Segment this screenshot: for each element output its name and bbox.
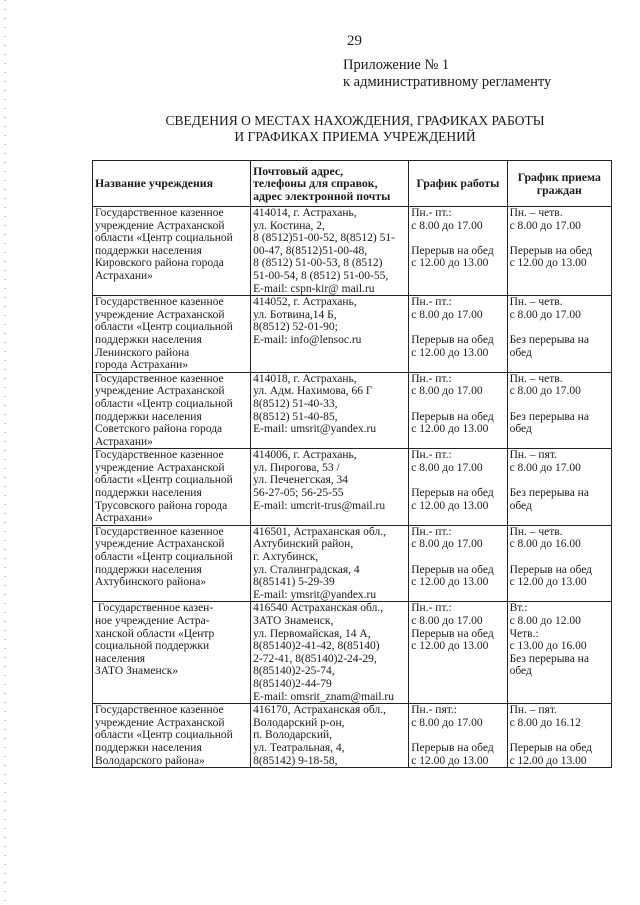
institution-name-line: Государственное казен- <box>95 602 214 615</box>
appendix-note <box>343 57 551 91</box>
institution-name-line: Астрахани» <box>95 512 153 525</box>
address-line: E-mail: umcrit-trus@mail.ru <box>253 499 386 512</box>
cell-address <box>251 704 409 768</box>
cell-reception-schedule <box>507 525 611 602</box>
reception-schedule-line: Четв.: <box>509 627 539 640</box>
address-line: ул. Театральная, 4, <box>253 741 345 754</box>
cell-institution-name <box>93 602 251 704</box>
line-spacer <box>510 729 609 742</box>
cell-institution-name <box>93 704 251 768</box>
reception-schedule-line: с 8.00 до 12.00 <box>509 615 581 627</box>
reception-schedule-line: Без перерыва на <box>509 333 589 346</box>
address-line: 414006, г. Астрахань, <box>253 449 357 462</box>
institution-name-line: учреждение Астраханской <box>95 308 225 321</box>
reception-schedule-line: Пн. – четв. <box>509 372 563 385</box>
line-spacer <box>510 232 609 245</box>
reception-schedule-line: обед <box>509 499 532 512</box>
work-schedule-line: Перерыв на обед <box>411 627 494 640</box>
institution-name-line: Государственное казенное <box>95 207 224 219</box>
address-line: 8(85140)2-41-42, 8(85140) <box>253 640 380 653</box>
address-line: п. Володарский, <box>253 729 333 742</box>
appendix-line-2: к административному регламенту <box>343 74 552 90</box>
work-schedule-line: с 12.00 до 13.00 <box>411 257 489 270</box>
work-schedule-line: Перерыв на обед <box>411 487 494 500</box>
reception-schedule-line: с 8.00 до 17.00 <box>509 219 581 232</box>
cell-work-schedule <box>409 449 507 526</box>
cell-address <box>251 296 409 373</box>
address-line: ЗАТО Знаменск, <box>253 615 334 627</box>
address-line: ул. Костина, 2, <box>253 219 325 232</box>
line-spacer <box>411 321 504 334</box>
header-address-line: Почтовый адрес, <box>253 163 344 178</box>
institution-name-line: Государственное казенное <box>95 704 224 717</box>
reception-schedule-line: Пн. – пят. <box>509 449 557 462</box>
cell-work-schedule <box>409 704 507 768</box>
address-line: 416170, Астраханская обл., <box>253 704 386 717</box>
cell-reception-schedule <box>507 372 611 449</box>
header-reception-line: График приема <box>517 169 601 184</box>
institution-name-line: Государственное казенное <box>95 296 224 309</box>
table-row <box>93 296 612 373</box>
table-row <box>93 525 612 602</box>
table-row <box>93 372 612 449</box>
table-row <box>93 704 612 768</box>
reception-schedule-line: Пн. – пят. <box>509 704 557 717</box>
institution-name-line: учреждение Астраханской <box>95 219 225 232</box>
address-line: г. Ахтубинск, <box>253 551 319 564</box>
institution-name-line: области «Центр социальной <box>95 397 233 410</box>
address-line: 8(85142) 9-18-58, <box>253 754 338 767</box>
reception-schedule-line: с 8.00 до 17.00 <box>509 308 581 321</box>
institution-name-line: области «Центр социальной <box>95 474 233 487</box>
address-line: 8 (8512)51-00-52, 8(8512) 51- <box>253 232 395 245</box>
cell-institution-name <box>93 296 251 373</box>
table-row <box>93 207 612 296</box>
work-schedule-line: Перерыв на обед <box>411 410 494 423</box>
address-line: ул. Печенегская, 34 <box>253 474 349 487</box>
cell-work-schedule <box>409 296 507 373</box>
table-header-row <box>93 161 612 207</box>
reception-schedule-line: Без перерыва на <box>509 410 589 423</box>
reception-schedule-line: Пн. – четв. <box>509 525 563 538</box>
address-line: 8(85140)2-25-74, <box>253 665 335 678</box>
address-line: 8 (8512) 51-00-53, 8 (8512) <box>253 257 383 270</box>
cell-address <box>251 449 409 526</box>
cell-address <box>251 207 409 296</box>
line-spacer <box>411 232 504 245</box>
work-schedule-line: с 8.00 до 17.00 <box>411 461 483 474</box>
institution-name-line: Государственное казенное <box>95 449 224 462</box>
work-schedule-line: Пн.- пт.: <box>411 296 452 309</box>
address-line: ул. Сталинградская, 4 <box>253 563 360 576</box>
cell-work-schedule <box>409 602 507 704</box>
address-line: E-mail: umsrit@yandex.ru <box>253 423 377 436</box>
institution-name-line: поддержки населения <box>95 244 202 257</box>
institution-name-line: Государственное казенное <box>95 372 224 385</box>
reception-schedule-line: обед <box>509 346 532 359</box>
cell-address <box>251 602 409 704</box>
cell-institution-name <box>93 207 251 296</box>
cell-reception-schedule <box>507 602 611 704</box>
line-spacer <box>510 398 609 411</box>
institution-name-line: Советского района города <box>95 423 223 436</box>
institutions-table <box>92 160 612 768</box>
institution-name-line: области «Центр социальной <box>95 321 233 334</box>
line-spacer <box>411 398 504 411</box>
work-schedule-line: с 8.00 до 17.00 <box>411 538 483 551</box>
address-line: 8(8512) 51-40-33, <box>253 397 338 410</box>
address-line: 8(8512) 52-01-90; <box>253 321 338 334</box>
reception-schedule-line: с 8.00 до 17.00 <box>509 385 581 398</box>
address-line: E-mail: ymsrit@yandex.ru <box>253 588 377 601</box>
address-line: 414018, г. Астрахань, <box>253 372 357 385</box>
work-schedule-line: с 12.00 до 13.00 <box>411 640 489 653</box>
line-spacer <box>411 551 504 564</box>
work-schedule-line: Пн.- пт.: <box>411 525 452 538</box>
work-schedule-line: Перерыв на обед <box>411 741 494 754</box>
institution-name-line: ное учреждение Астра- <box>95 615 210 627</box>
address-line: E-mail: info@lensoc.ru <box>253 333 362 346</box>
work-schedule-line: с 12.00 до 13.00 <box>411 346 489 359</box>
address-line: ул. Пирогова, 53 / <box>253 461 340 474</box>
address-line: 414052, г. Астрахань, <box>253 296 357 309</box>
institution-name-line: учреждение Астраханской <box>95 385 225 398</box>
address-line: 414014, г. Астрахань, <box>253 207 357 219</box>
work-schedule-line: с 8.00 до 17.00 <box>411 219 483 232</box>
address-line: 51-00-54, 8 (8512) 51-00-55, <box>253 269 389 282</box>
address-line: ул. Адм. Нахимова, 66 Г <box>253 385 373 398</box>
institution-name-line: Кировского района города <box>95 257 224 270</box>
institution-name-line: ЗАТО Знаменск» <box>95 665 179 678</box>
address-line: 2-72-41, 8(85140)2-24-29, <box>253 652 377 665</box>
work-schedule-line: с 8.00 до 17.00 <box>411 716 483 729</box>
institution-name-line: поддержки населения <box>95 333 202 346</box>
institution-name-line: поддержки населения <box>95 563 202 576</box>
reception-schedule-line: Без перерыва на <box>509 487 589 500</box>
work-schedule-line: с 12.00 до 13.00 <box>411 423 489 436</box>
work-schedule-line: с 8.00 до 17.00 <box>411 385 483 398</box>
institution-name-line: Ахтубинского района» <box>95 576 207 589</box>
address-line: 8(85140)2-44-79 <box>253 677 332 690</box>
line-spacer <box>510 551 609 564</box>
institution-name-line: Астрахани» <box>95 269 153 282</box>
header-address <box>251 161 409 207</box>
institution-name-line: Астрахани» <box>95 435 153 448</box>
address-line: 56-27-05; 56-25-55 <box>253 487 344 500</box>
reception-schedule-line: Пн. – четв. <box>509 296 563 309</box>
institution-name-line: поддержки населения <box>95 410 202 423</box>
cell-work-schedule <box>409 207 507 296</box>
reception-schedule-line: с 8.00 до 17.00 <box>509 461 581 474</box>
header-reception-schedule <box>507 161 611 207</box>
institution-name-line: области «Центр социальной <box>95 729 233 742</box>
cell-address <box>251 372 409 449</box>
cell-institution-name <box>93 449 251 526</box>
header-address-line: телефоны для справок, <box>253 176 378 191</box>
work-schedule-line: Пн.- пт.: <box>411 372 452 385</box>
header-reception-line: граждан <box>536 182 582 197</box>
cell-institution-name <box>93 372 251 449</box>
reception-schedule-line: с 8.00 до 16.00 <box>509 538 581 551</box>
institution-name-line: населения <box>95 652 146 665</box>
institution-name-line: Государственное казенное <box>95 525 224 538</box>
address-line: 00-47, 8(8512)51-00-48, <box>253 244 368 257</box>
cell-reception-schedule <box>507 449 611 526</box>
work-schedule-line: с 12.00 до 13.00 <box>411 754 489 767</box>
table-row <box>93 449 612 526</box>
address-line: 8(8512) 51-40-85, <box>253 410 338 423</box>
institution-name-line: поддержки населения <box>95 487 202 500</box>
cell-work-schedule <box>409 372 507 449</box>
reception-schedule-line: Перерыв на обед <box>509 741 592 754</box>
appendix-line-1: Приложение № 1 <box>343 57 450 73</box>
page-number: 29 <box>347 33 362 49</box>
address-line: E-mail: omsrit_znam@mail.ru <box>253 690 395 703</box>
reception-schedule-line: обед <box>509 665 532 678</box>
header-work-schedule: График работы <box>409 161 507 207</box>
work-schedule-line: Перерыв на обед <box>411 563 494 576</box>
reception-schedule-line: обед <box>509 423 532 436</box>
institution-name-line: Володарского района» <box>95 754 205 767</box>
institution-name-line: учреждение Астраханской <box>95 538 225 551</box>
institution-name-line: области «Центр социальной <box>95 232 233 245</box>
reception-schedule-line: Без перерыва на <box>509 652 589 665</box>
institution-name-line: Трусовского района города <box>95 499 228 512</box>
title-line-1: СВЕДЕНИЯ О МЕСТАХ НАХОЖДЕНИЯ, ГРАФИКАХ РАБОТЫ <box>165 113 545 128</box>
reception-schedule-line: Перерыв на обед <box>509 563 592 576</box>
reception-schedule-line: с 13.00 до 16.00 <box>509 640 587 653</box>
institution-name-line: области «Центр социальной <box>95 551 233 564</box>
reception-schedule-line: с 12.00 до 13.00 <box>509 754 587 767</box>
address-line: ул. Первомайская, 14 А, <box>253 627 371 640</box>
document-title <box>100 113 610 145</box>
work-schedule-line: Перерыв на обед <box>411 244 494 257</box>
institution-name-line: учреждение Астраханской <box>95 716 225 729</box>
address-line: E-mail: cspn-kir@ mail.ru <box>253 282 375 295</box>
address-line: ул. Ботвина,14 Б, <box>253 308 337 321</box>
institution-name-line: Ленинского района <box>95 346 190 359</box>
work-schedule-line: с 12.00 до 13.00 <box>411 499 489 512</box>
work-schedule-line: с 12.00 до 13.00 <box>411 576 489 589</box>
line-spacer <box>510 474 609 487</box>
address-line: Ахтубинский район, <box>253 538 354 551</box>
line-spacer <box>411 474 504 487</box>
reception-schedule-line: Перерыв на обед <box>509 244 592 257</box>
institution-name-line: учреждение Астраханской <box>95 461 225 474</box>
table-row <box>93 602 612 704</box>
work-schedule-line: Пн.- пт.: <box>411 207 452 219</box>
work-schedule-line: с 8.00 до 17.00 <box>411 308 483 321</box>
address-line: 416540 Астраханская обл., <box>253 602 384 615</box>
cell-work-schedule <box>409 525 507 602</box>
title-line-2: И ГРАФИКАХ ПРИЕМА УЧРЕЖДЕНИЙ <box>234 129 476 144</box>
cell-reception-schedule <box>507 704 611 768</box>
reception-schedule-line: Вт.: <box>509 602 528 615</box>
header-institution-name: Название учреждения <box>93 161 251 207</box>
reception-schedule-line: с 12.00 до 13.00 <box>509 257 587 270</box>
address-line: Володарский р-он, <box>253 716 345 729</box>
cell-institution-name <box>93 525 251 602</box>
institution-name-line: ханской области «Центр <box>95 627 215 640</box>
work-schedule-line: Пн.- пт.: <box>411 449 452 462</box>
institution-name-line: поддержки населения <box>95 741 202 754</box>
work-schedule-line: с 8.00 до 17.00 <box>411 615 483 627</box>
institution-name-line: социальной поддержки <box>95 640 210 653</box>
cell-reception-schedule <box>507 207 611 296</box>
reception-schedule-line: с 12.00 до 13.00 <box>509 576 587 589</box>
address-line: 416501, Астраханская обл., <box>253 525 386 538</box>
header-address-line: адрес электронной почты <box>253 188 391 203</box>
line-spacer <box>411 729 504 742</box>
work-schedule-line: Пн.- пт.: <box>411 602 452 615</box>
reception-schedule-line: с 8.00 до 16.12 <box>509 716 581 729</box>
work-schedule-line: Пн.- пят.: <box>411 704 457 717</box>
cell-address <box>251 525 409 602</box>
line-spacer <box>510 321 609 334</box>
address-line: 8(85141) 5-29-39 <box>253 576 335 589</box>
cell-reception-schedule <box>507 296 611 373</box>
work-schedule-line: Перерыв на обед <box>411 333 494 346</box>
institution-name-line: города Астрахани» <box>95 359 189 372</box>
reception-schedule-line: Пн. – четв. <box>509 207 563 219</box>
page-margin-dots <box>4 0 6 905</box>
